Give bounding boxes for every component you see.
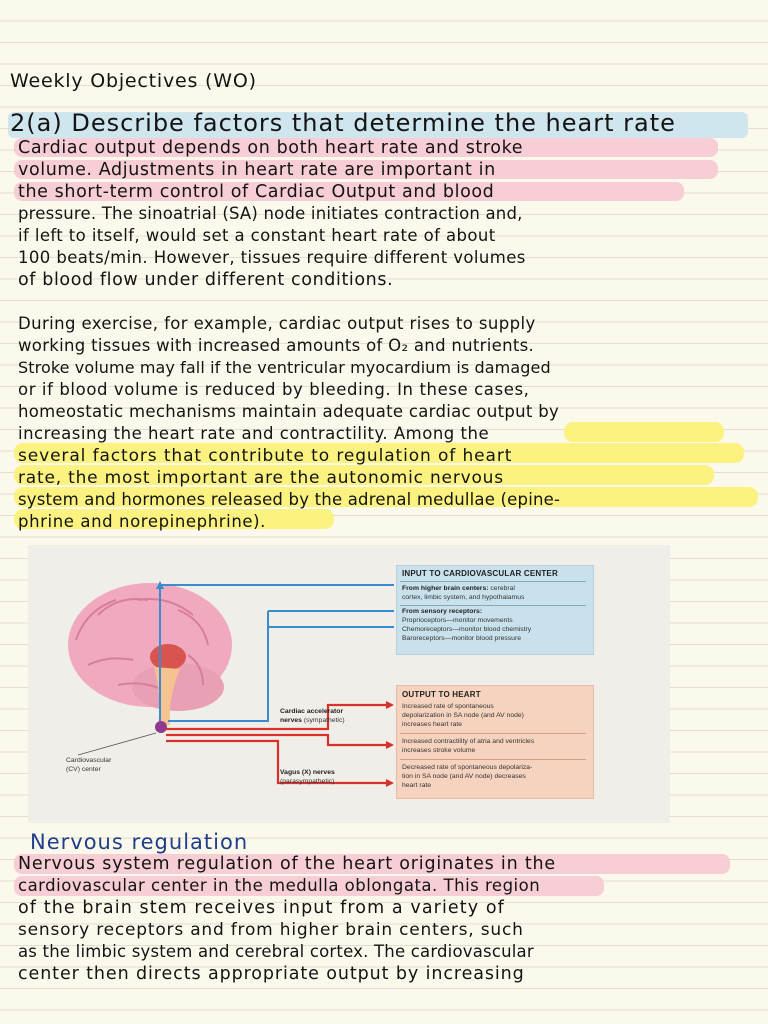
output-item: increases heart rate bbox=[402, 721, 463, 728]
cardiac-label-l2 bbox=[280, 717, 345, 726]
input-sensory-item: Proprioceptors—monitor movements bbox=[402, 617, 513, 624]
objective-heading: 2(a) Describe factors that determine the heart rate bbox=[10, 109, 676, 137]
text-line: system and hormones released by the adrenal medullae (epine- bbox=[18, 490, 561, 509]
yellow-highlight bbox=[564, 422, 724, 442]
text-line: Cardiac output depends on both heart rate and stroke bbox=[18, 138, 524, 158]
cardiovascular-diagram bbox=[28, 545, 670, 823]
text-line: several factors that contribute to regulation of heart bbox=[18, 446, 513, 466]
cv-pointer bbox=[78, 733, 156, 755]
page-title: Weekly Objectives (WO) bbox=[10, 70, 257, 92]
text-line: the short-term control of Cardiac Output and blood bbox=[18, 182, 495, 202]
text-line: homeostatic mechanisms maintain adequate cardiac output by bbox=[18, 402, 560, 421]
text-line: During exercise, for example, cardiac output rises to supply bbox=[18, 314, 536, 333]
text-line: working tissues with increased amounts of O₂ and nutrients. bbox=[18, 336, 535, 355]
text-line: rate, the most important are the autonomic nervous bbox=[18, 468, 504, 488]
text-line: of the brain stem receives input from a variety of bbox=[18, 898, 505, 918]
cardiac-label-l2b: (sympathetic) bbox=[303, 717, 345, 724]
output-item: Increased rate of spontaneous bbox=[402, 703, 494, 710]
output-line bbox=[166, 741, 392, 783]
output-item: heart rate bbox=[402, 782, 432, 789]
cv-label: (CV) center bbox=[66, 766, 101, 773]
text-line: of blood flow under different conditions. bbox=[18, 270, 394, 290]
section-subheading: Nervous regulation bbox=[30, 830, 249, 854]
output-title: OUTPUT TO HEART bbox=[402, 690, 481, 699]
input-sensory-label: From sensory receptors: bbox=[402, 608, 483, 615]
text-line: sensory receptors and from higher brain centers, such bbox=[18, 920, 524, 940]
text-line: if left to itself, would set a constant heart rate of about bbox=[18, 226, 496, 245]
text-line: 100 beats/min. However, tissues require different volumes bbox=[18, 248, 526, 267]
input-title: INPUT TO CARDIOVASCULAR CENTER bbox=[402, 569, 558, 578]
vagus-label-l2: (parasympathetic) bbox=[280, 778, 335, 785]
divider bbox=[400, 759, 586, 760]
output-item: Decreased rate of spontaneous depolariza- bbox=[402, 764, 533, 771]
divider bbox=[400, 605, 586, 606]
output-item: increases stroke volume bbox=[402, 747, 476, 754]
output-item: depolarization in SA node (and AV node) bbox=[402, 712, 524, 719]
input-higher-l2: cortex, limbic system, and hypothalamus bbox=[402, 594, 525, 601]
text-line: cardiovascular center in the medulla oblongata. This region bbox=[18, 876, 541, 895]
text-line: center then directs appropriate output by increasing bbox=[18, 964, 525, 984]
input-higher bbox=[402, 585, 515, 594]
divider bbox=[400, 733, 586, 734]
text-line: volume. Adjustments in heart rate are important in bbox=[18, 160, 496, 180]
divider bbox=[400, 581, 586, 582]
text-line: Stroke volume may fall if the ventricular myocardium is damaged bbox=[18, 358, 551, 377]
input-higher-text: cerebral bbox=[490, 585, 515, 592]
text-line: phrine and norepinephrine). bbox=[18, 512, 267, 531]
input-higher-label: From higher brain centers: bbox=[402, 585, 489, 592]
output-item: tion in SA node (and AV node) decreases bbox=[402, 773, 526, 780]
vagus-label: Vagus (X) nerves bbox=[280, 769, 335, 776]
cv-label: Cardiovascular bbox=[66, 757, 112, 764]
input-sensory-item: Chemoreceptors—monitor blood chemistry bbox=[402, 626, 532, 633]
text-line: increasing the heart rate and contractility. Among the bbox=[18, 424, 490, 443]
output-line bbox=[166, 705, 392, 729]
cardiac-label-l2a: nerves bbox=[280, 717, 302, 724]
cardiac-label: Cardiac accelerator bbox=[280, 708, 344, 715]
thalamus-shape bbox=[150, 644, 186, 670]
text-line: Nervous system regulation of the heart originates in the bbox=[18, 854, 556, 874]
output-item: Increased contractility of atria and ventricles bbox=[402, 738, 535, 745]
text-line: as the limbic system and cerebral cortex. The cardiovascular bbox=[18, 942, 534, 961]
text-line: or if blood volume is reduced by bleeding. In these cases, bbox=[18, 380, 530, 399]
input-sensory-item: Baroreceptors—monitor blood pressure bbox=[402, 635, 522, 642]
text-line: pressure. The sinoatrial (SA) node initiates contraction and, bbox=[18, 204, 523, 223]
cv-center-dot bbox=[155, 721, 167, 733]
